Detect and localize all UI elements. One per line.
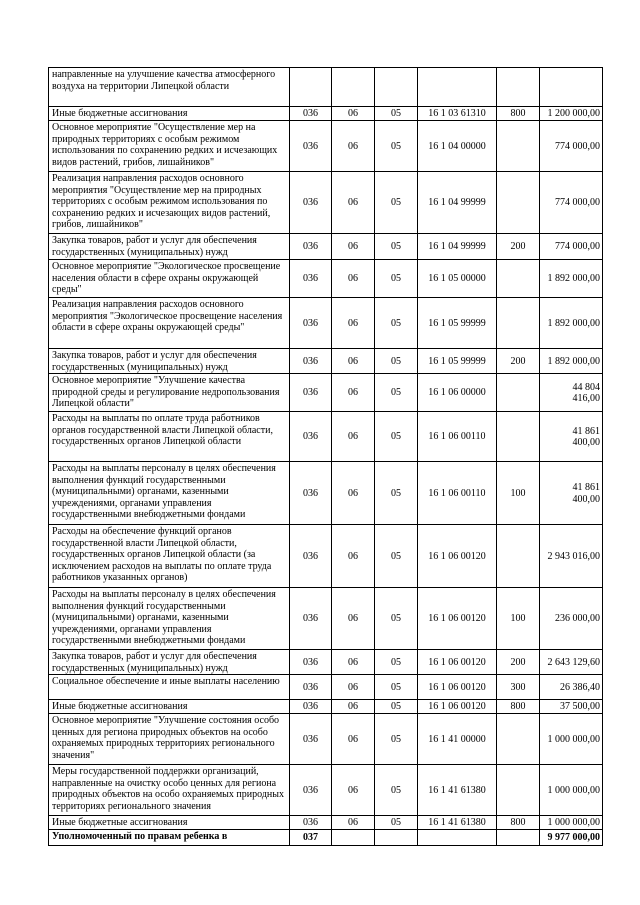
table-row — [49, 675, 603, 700]
item-name-cell: Расходы на обеспечение функций органов государственной власти Липецкой области, государственных органов Липецкой области (за исключением расходов на выплаты по оплате труда работников указанных органов) — [49, 525, 290, 588]
table-row — [49, 234, 603, 260]
department-code-cell: 036 — [290, 412, 332, 462]
subsection-code-cell: 05 — [375, 765, 418, 816]
target-article-cell: 16 1 04 99999 — [418, 234, 497, 260]
expense-type-cell — [497, 260, 540, 298]
expense-type-cell — [497, 68, 540, 107]
department-code-cell: 036 — [290, 121, 332, 172]
target-article-cell: 16 1 03 61310 — [418, 107, 497, 121]
expense-type-cell — [497, 121, 540, 172]
target-article-cell: 16 1 41 61380 — [418, 816, 497, 830]
amount-cell: 1 000 000,00 — [540, 714, 603, 765]
subsection-code-cell: 05 — [375, 260, 418, 298]
department-code-cell: 036 — [290, 172, 332, 234]
section-code-cell: 06 — [332, 765, 375, 816]
table-row — [49, 349, 603, 374]
expense-type-cell: 300 — [497, 675, 540, 700]
amount-cell: 236 000,00 — [540, 588, 603, 650]
item-name-cell: Расходы на выплаты персоналу в целях обеспечения выполнения функций государственными (муниципальными) органами, казенными учреждениями, органами управления государственными внебюджетными фондами — [49, 588, 290, 650]
subsection-code-cell: 05 — [375, 588, 418, 650]
target-article-cell: 16 1 06 00110 — [418, 412, 497, 462]
section-code-cell — [332, 830, 375, 846]
item-name-cell: Уполномоченный по правам ребенка в — [49, 830, 290, 846]
amount-cell: 44 804 416,00 — [540, 374, 603, 412]
amount-cell: 26 386,40 — [540, 675, 603, 700]
target-article-cell: 16 1 06 00120 — [418, 588, 497, 650]
amount-cell: 774 000,00 — [540, 172, 603, 234]
table-row — [49, 260, 603, 298]
department-code-cell: 036 — [290, 349, 332, 374]
expense-type-cell: 200 — [497, 349, 540, 374]
subsection-code-cell: 05 — [375, 714, 418, 765]
section-code-cell: 06 — [332, 172, 375, 234]
section-code-cell: 06 — [332, 525, 375, 588]
amount-cell: 2 643 129,60 — [540, 650, 603, 675]
subsection-code-cell: 05 — [375, 816, 418, 830]
item-name-cell: Закупка товаров, работ и услуг для обеспечения государственных (муниципальных) нужд — [49, 650, 290, 675]
target-article-cell: 16 1 05 00000 — [418, 260, 497, 298]
department-code-cell: 036 — [290, 374, 332, 412]
amount-cell: 774 000,00 — [540, 234, 603, 260]
section-code-cell: 06 — [332, 349, 375, 374]
amount-cell: 1 000 000,00 — [540, 765, 603, 816]
subsection-code-cell: 05 — [375, 412, 418, 462]
amount-cell: 1 892 000,00 — [540, 298, 603, 349]
section-code-cell: 06 — [332, 121, 375, 172]
subsection-code-cell: 05 — [375, 298, 418, 349]
expense-type-cell: 200 — [497, 650, 540, 675]
expense-type-cell — [497, 298, 540, 349]
expense-type-cell — [497, 765, 540, 816]
item-name-cell: Иные бюджетные ассигнования — [49, 700, 290, 714]
section-code-cell: 06 — [332, 260, 375, 298]
department-code-cell: 036 — [290, 714, 332, 765]
subsection-code-cell: 05 — [375, 107, 418, 121]
amount-cell: 9 977 000,00 — [540, 830, 603, 846]
item-name-cell: Основное мероприятие "Улучшение качества природной среды и регулирование недропользования Липецкой области" — [49, 374, 290, 412]
target-article-cell: 16 1 06 00110 — [418, 462, 497, 525]
department-code-cell: 037 — [290, 830, 332, 846]
expense-type-cell: 100 — [497, 588, 540, 650]
section-code-cell — [332, 68, 375, 107]
subsection-code-cell: 05 — [375, 349, 418, 374]
section-code-cell: 06 — [332, 107, 375, 121]
department-code-cell: 036 — [290, 107, 332, 121]
target-article-cell: 16 1 41 61380 — [418, 765, 497, 816]
department-code-cell: 036 — [290, 525, 332, 588]
section-code-cell: 06 — [332, 816, 375, 830]
amount-cell: 41 861 400,00 — [540, 412, 603, 462]
subsection-code-cell: 05 — [375, 525, 418, 588]
table-row — [49, 107, 603, 121]
department-code-cell: 036 — [290, 298, 332, 349]
target-article-cell: 16 1 41 00000 — [418, 714, 497, 765]
table-row — [49, 172, 603, 234]
subsection-code-cell: 05 — [375, 700, 418, 714]
department-code-cell: 036 — [290, 260, 332, 298]
expense-type-cell: 800 — [497, 700, 540, 714]
table-row — [49, 412, 603, 462]
target-article-cell: 16 1 06 00000 — [418, 374, 497, 412]
department-code-cell: 036 — [290, 650, 332, 675]
table-row — [49, 525, 603, 588]
section-code-cell: 06 — [332, 650, 375, 675]
section-code-cell: 06 — [332, 298, 375, 349]
department-code-cell: 036 — [290, 675, 332, 700]
expense-type-cell: 200 — [497, 234, 540, 260]
budget-table-body — [49, 68, 603, 846]
subsection-code-cell: 05 — [375, 121, 418, 172]
expense-type-cell: 100 — [497, 462, 540, 525]
section-code-cell: 06 — [332, 234, 375, 260]
table-row — [49, 298, 603, 349]
section-code-cell: 06 — [332, 462, 375, 525]
amount-cell: 37 500,00 — [540, 700, 603, 714]
section-code-cell: 06 — [332, 412, 375, 462]
department-code-cell: 036 — [290, 234, 332, 260]
department-code-cell: 036 — [290, 765, 332, 816]
item-name-cell: Социальное обеспечение и иные выплаты населению — [49, 675, 290, 700]
expense-type-cell — [497, 714, 540, 765]
amount-cell: 41 861 400,00 — [540, 462, 603, 525]
target-article-cell — [418, 830, 497, 846]
expense-type-cell — [497, 412, 540, 462]
subsection-code-cell — [375, 68, 418, 107]
target-article-cell — [418, 68, 497, 107]
item-name-cell: Реализация направления расходов основного мероприятия "Экологическое просвещение населения области в сфере охраны окружающей среды" — [49, 298, 290, 349]
target-article-cell: 16 1 05 99999 — [418, 298, 497, 349]
subsection-code-cell: 05 — [375, 234, 418, 260]
item-name-cell: направленные на улучшение качества атмосферного воздуха на территории Липецкой области — [49, 68, 290, 107]
target-article-cell: 16 1 06 00120 — [418, 675, 497, 700]
amount-cell: 1 200 000,00 — [540, 107, 603, 121]
section-code-cell: 06 — [332, 588, 375, 650]
department-code-cell: 036 — [290, 816, 332, 830]
amount-cell: 1 892 000,00 — [540, 260, 603, 298]
expense-type-cell — [497, 525, 540, 588]
budget-table — [48, 67, 603, 846]
table-row — [49, 68, 603, 107]
table-row — [49, 462, 603, 525]
subsection-code-cell: 05 — [375, 462, 418, 525]
amount-cell: 2 943 016,00 — [540, 525, 603, 588]
subsection-code-cell: 05 — [375, 172, 418, 234]
item-name-cell: Иные бюджетные ассигнования — [49, 107, 290, 121]
item-name-cell: Закупка товаров, работ и услуг для обеспечения государственных (муниципальных) нужд — [49, 234, 290, 260]
section-code-cell: 06 — [332, 675, 375, 700]
table-row — [49, 700, 603, 714]
item-name-cell: Расходы на выплаты по оплате труда работников органов государственной власти Липецкой области, государственных органов Липецкой области — [49, 412, 290, 462]
expense-type-cell — [497, 172, 540, 234]
item-name-cell: Основное мероприятие "Улучшение состояния особо ценных для региона природных объектов на особо охраняемых природных территориях регионального значения" — [49, 714, 290, 765]
target-article-cell: 16 1 04 00000 — [418, 121, 497, 172]
item-name-cell: Закупка товаров, работ и услуг для обеспечения государственных (муниципальных) нужд — [49, 349, 290, 374]
subsection-code-cell: 05 — [375, 650, 418, 675]
target-article-cell: 16 1 06 00120 — [418, 700, 497, 714]
amount-cell: 774 000,00 — [540, 121, 603, 172]
table-row — [49, 830, 603, 846]
subsection-code-cell — [375, 830, 418, 846]
subsection-code-cell: 05 — [375, 374, 418, 412]
department-code-cell: 036 — [290, 462, 332, 525]
target-article-cell: 16 1 04 99999 — [418, 172, 497, 234]
item-name-cell: Расходы на выплаты персоналу в целях обеспечения выполнения функций государственными (муниципальными) органами, казенными учреждениями, органами управления государственными внебюджетными фондами — [49, 462, 290, 525]
table-row — [49, 765, 603, 816]
table-row — [49, 816, 603, 830]
subsection-code-cell: 05 — [375, 675, 418, 700]
section-code-cell: 06 — [332, 374, 375, 412]
item-name-cell: Меры государственной поддержки организаций, направленные на очистку особо ценных для региона природных объектов на особо охраняемых природных территориях регионального значения — [49, 765, 290, 816]
table-row — [49, 588, 603, 650]
item-name-cell: Реализация направления расходов основного мероприятия "Осуществление мер на природных территориях с особым режимом использования по сохранению редких и исчезающих видов растений, грибов, лишайников" — [49, 172, 290, 234]
expense-type-cell — [497, 830, 540, 846]
expense-type-cell: 800 — [497, 816, 540, 830]
amount-cell: 1 892 000,00 — [540, 349, 603, 374]
expense-type-cell: 800 — [497, 107, 540, 121]
section-code-cell: 06 — [332, 714, 375, 765]
item-name-cell: Основное мероприятие "Осуществление мер на природных территориях с особым режимом использования по сохранению редких и исчезающих видов растений, грибов, лишайников" — [49, 121, 290, 172]
amount-cell: 1 000 000,00 — [540, 816, 603, 830]
table-row — [49, 374, 603, 412]
department-code-cell: 036 — [290, 700, 332, 714]
target-article-cell: 16 1 05 99999 — [418, 349, 497, 374]
target-article-cell: 16 1 06 00120 — [418, 650, 497, 675]
department-code-cell: 036 — [290, 588, 332, 650]
department-code-cell — [290, 68, 332, 107]
expense-type-cell — [497, 374, 540, 412]
table-row — [49, 650, 603, 675]
section-code-cell: 06 — [332, 700, 375, 714]
item-name-cell: Иные бюджетные ассигнования — [49, 816, 290, 830]
table-row — [49, 714, 603, 765]
item-name-cell: Основное мероприятие "Экологическое просвещение населения области в сфере охраны окружающей среды" — [49, 260, 290, 298]
amount-cell — [540, 68, 603, 107]
target-article-cell: 16 1 06 00120 — [418, 525, 497, 588]
table-row — [49, 121, 603, 172]
